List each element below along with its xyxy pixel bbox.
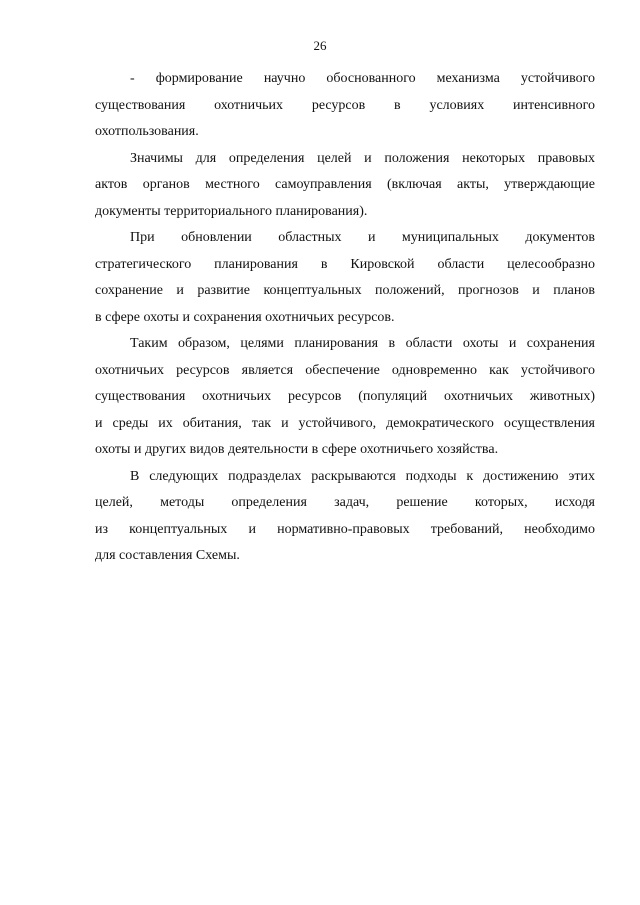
paragraph-3-line-1: При обновлении областных и муниципальных документов bbox=[130, 230, 595, 245]
paragraph-4-line-2: охотничьих ресурсов является обеспечение одновременно как устойчивого bbox=[95, 362, 595, 378]
paragraph-1-line-3: охотпользования. bbox=[95, 124, 199, 139]
paragraph-4-line-1: Таким образом, целями планирования в области охоты и сохранения bbox=[130, 336, 595, 351]
paragraph-2-line-2: актов органов местного самоуправления (включая акты, утверждающие bbox=[95, 177, 595, 192]
paragraph-3-line-4: в сфере охоты и сохранения охотничьих ресурсов. bbox=[95, 309, 395, 325]
paragraph-5-line-4: для составления Схемы. bbox=[95, 548, 240, 563]
paragraph-2-line-1: Значимы для определения целей и положения некоторых правовых bbox=[130, 150, 595, 166]
paragraph-5-line-2: целей, методы определения задач, решение которых, исходя bbox=[95, 495, 595, 510]
paragraph-1-line-2: существования охотничьих ресурсов в условиях интенсивного bbox=[95, 97, 595, 113]
paragraph-3-line-3: сохранение и развитие концептуальных положений, прогнозов и планов bbox=[95, 283, 595, 298]
paragraph-2-line-3: документы территориального планирования). bbox=[95, 203, 368, 219]
body-text bbox=[95, 66, 595, 570]
paragraph-5-line-1: В следующих подразделах раскрываются подходы к достижению этих bbox=[130, 468, 595, 484]
paragraph-1-line-1: - формирование научно обоснованного механизма устойчивого bbox=[130, 71, 595, 86]
paragraph-4-line-4: и среды их обитания, так и устойчивого, демократического осуществления bbox=[95, 415, 595, 431]
paragraph-3-line-2: стратегического планирования в Кировской области целесообразно bbox=[95, 256, 595, 272]
paragraph-4-line-5: охоты и других видов деятельности в сфере охотничьего хозяйства. bbox=[95, 442, 499, 457]
paragraph-5-line-3: из концептуальных и нормативно-правовых требований, необходимо bbox=[95, 521, 595, 537]
page-number: 26 bbox=[313, 38, 327, 53]
paragraph-4-line-3: существования охотничьих ресурсов (популяций охотничьих животных) bbox=[95, 389, 595, 404]
